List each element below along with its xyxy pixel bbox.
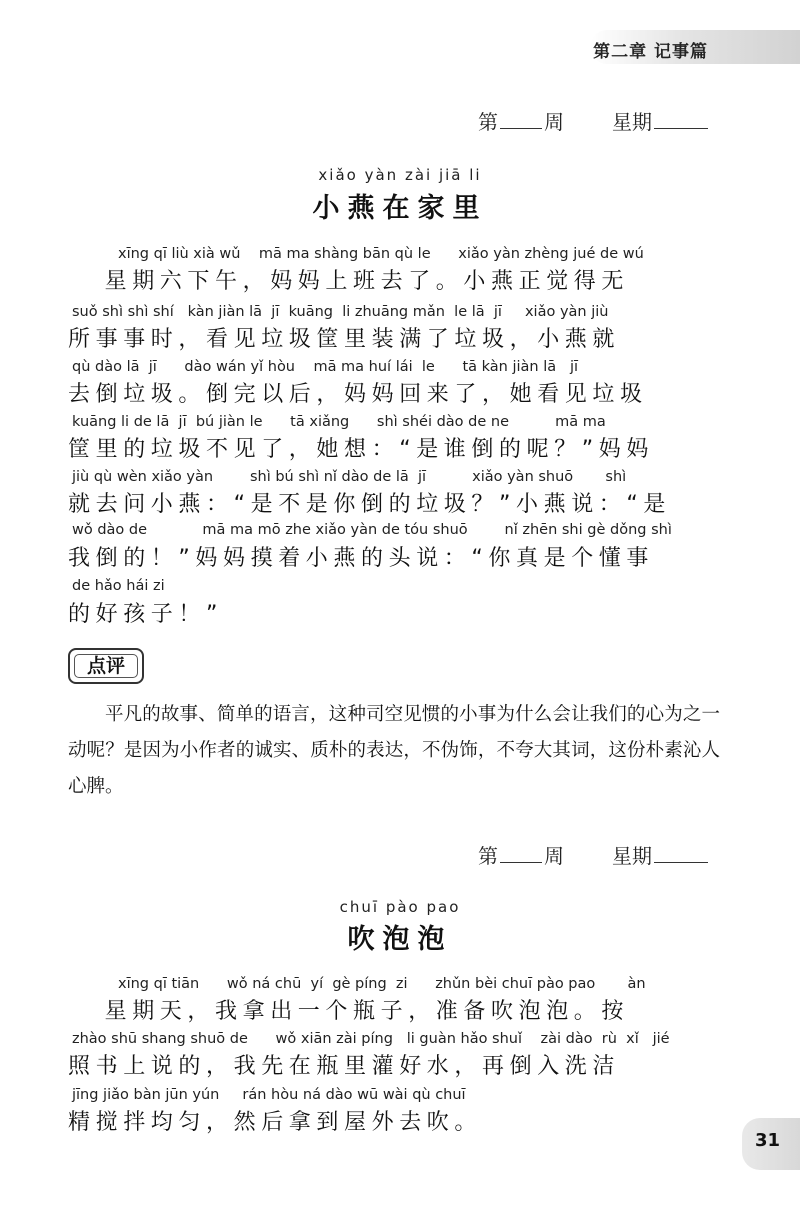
pinyin-line: suǒ shì shì shí kàn jiàn lā jī kuāng li zhuāng mǎn le lā jī xiǎo yàn jiù bbox=[72, 304, 609, 320]
review-badge: 点评 bbox=[68, 648, 144, 684]
text-line: 的好孩子！” bbox=[68, 602, 223, 627]
text-line: 筐里的垃圾不见了，她想：“是谁倒的呢？”妈妈 bbox=[68, 437, 654, 462]
week-blank[interactable] bbox=[500, 110, 542, 129]
pinyin-line: jiù qù wèn xiǎo yàn shì bú shì nǐ dào de lā jī xiǎo yàn shuō shì bbox=[72, 469, 627, 485]
story-title: 吹泡泡 bbox=[347, 924, 453, 955]
text-line: 精搅拌均匀，然后拿到屋外去吹。 bbox=[68, 1110, 483, 1135]
pinyin-line: zhào shū shang shuō de wǒ xiān zài píng li guàn hǎo shuǐ zài dào rù xǐ jié bbox=[72, 1031, 670, 1047]
story-title-pinyin: xiǎo yàn zài jiā li bbox=[318, 166, 482, 184]
story-title-pinyin: chuī pào pao bbox=[339, 898, 461, 916]
pinyin-line: de hǎo hái zi bbox=[72, 578, 165, 594]
weekday-prefix: 星期 bbox=[612, 110, 652, 134]
pinyin-line: xīng qī liù xià wǔ mā ma shàng bān qù le xiǎo yàn zhèng jué de wú bbox=[118, 246, 644, 262]
week-prefix: 第 bbox=[478, 844, 498, 868]
text-line: 我倒的！”妈妈摸着小燕的头说：“你真是个懂事 bbox=[68, 546, 654, 571]
pinyin-line: xīng qī tiān wǒ ná chū yí gè píng zi zhǔn bèi chuī pào pao àn bbox=[118, 976, 646, 992]
story-title: 小燕在家里 bbox=[312, 193, 488, 224]
pinyin-line: kuāng li de lā jī bú jiàn le tā xiǎng shì shéi dào de ne mā ma bbox=[72, 414, 606, 430]
week-blank[interactable] bbox=[500, 844, 542, 863]
week-suffix: 周 bbox=[544, 844, 564, 868]
chapter-header: 第二章 记事篇 bbox=[593, 42, 708, 62]
weekday-blank[interactable] bbox=[654, 844, 708, 863]
text-line: 去倒垃圾。倒完以后，妈妈回来了，她看见垃圾 bbox=[68, 382, 648, 407]
text-line: 所事事时，看见垃圾筐里装满了垃圾，小燕就 bbox=[68, 327, 621, 352]
page-number: 31 bbox=[754, 1130, 780, 1151]
weekday-blank[interactable] bbox=[654, 110, 708, 129]
weekday-prefix: 星期 bbox=[612, 844, 652, 868]
pinyin-line: qù dào lā jī dào wán yǐ hòu mā ma huí lái le tā kàn jiàn lā jī bbox=[72, 359, 579, 375]
pinyin-line: wǒ dào de mā ma mō zhe xiǎo yàn de tóu shuō nǐ zhēn shi gè dǒng shì bbox=[72, 522, 672, 538]
week-prefix: 第 bbox=[478, 110, 498, 134]
text-line: 星期六下午，妈妈上班去了。小燕正觉得无 bbox=[92, 269, 629, 294]
text-line: 照书上说的，我先在瓶里灌好水，再倒入洗洁 bbox=[68, 1054, 621, 1079]
dateline bbox=[478, 106, 708, 135]
review-text: 平凡的故事、简单的语言，这种司空见惯的小事为什么会让我们的心为之一动呢？是因为小作者的诚实、质朴的表达，不伪饰，不夸大其词，这份朴素沁人心脾。 bbox=[68, 704, 720, 797]
text-line: 就去问小燕：“是不是你倒的垃圾？”小燕说：“是 bbox=[68, 492, 671, 517]
pinyin-line: jīng jiǎo bàn jūn yún rán hòu ná dào wū wài qù chuī bbox=[72, 1087, 466, 1103]
dateline bbox=[478, 840, 708, 869]
week-suffix: 周 bbox=[544, 110, 564, 134]
text-line: 星期天，我拿出一个瓶子，准备吹泡泡。按 bbox=[92, 999, 629, 1024]
